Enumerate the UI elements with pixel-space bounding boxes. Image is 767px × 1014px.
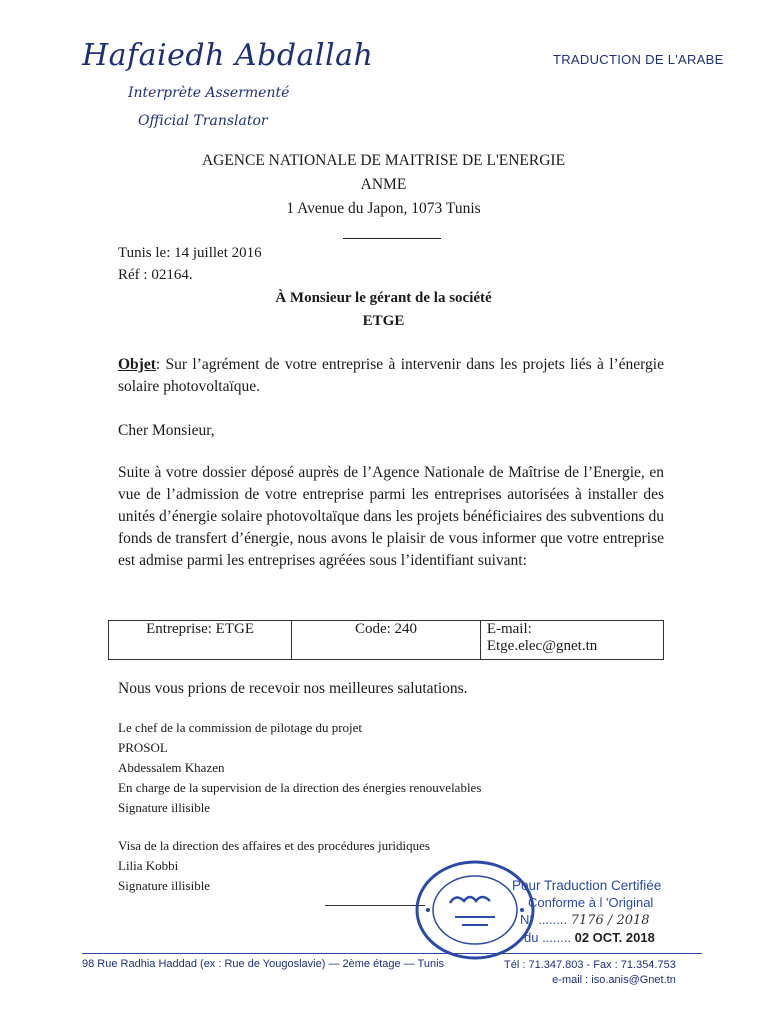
translator-role-en: Official Translator [138, 113, 268, 129]
translator-name: Hafaiedh Abdallah [82, 38, 374, 73]
signature-block-2 [118, 836, 430, 896]
footer-phone-fax: Tél : 71.347.803 - Fax : 71.354.753 [504, 959, 676, 971]
cert-no-prefix: N° [520, 912, 535, 927]
sig1-line-2: PROSOL [118, 740, 168, 755]
cert-no-value: 7176 / 2018 [570, 913, 650, 928]
letter-reference: Réf : 02164. [118, 267, 193, 283]
sig1-line-3: Abdessalem Khazen [118, 760, 225, 775]
salutation: Cher Monsieur, [118, 422, 215, 439]
recipient-line-2: ETGE [362, 313, 405, 329]
email-label: E-mail: [486, 621, 532, 637]
sig1-line-1: Le chef de la commission de pilotage du projet [118, 720, 363, 735]
sig1-line-4: En charge de la supervision de la direction des énergies renouvelables [118, 780, 482, 795]
footer-contact [504, 958, 676, 988]
signature-block-1 [118, 718, 481, 818]
footer-divider [82, 953, 702, 954]
cert-du-prefix: du [524, 930, 539, 945]
cert-date-value: 02 OCT. 2018 [574, 930, 655, 945]
letter-body: Suite à votre dossier déposé auprès de l’Agence Nationale de Maîtrise de l’Energie, en vue de l’admission de votre entreprise parmi les entreprises autorisées à installer des unités d’énergie solaire photovoltaïque dans les projets bénéficiaires des subventions du fonds de transfert d’énergie, nous avons le plaisir de vous informer que votre entreprise est admise parmi les entreprises agréées sous l’identifiant suivant: [118, 464, 664, 569]
certification-block [512, 877, 661, 946]
email-value: Etge.elec@gnet.tn [486, 638, 598, 654]
company-name-cell: Entreprise: ETGE [109, 621, 292, 660]
sig2-line-3: Signature illisible [118, 878, 211, 893]
table-row [109, 621, 664, 660]
sig2-line-1: Visa de la direction des affaires et des procédures juridiques [118, 838, 430, 853]
agency-name: AGENCE NATIONALE DE MAITRISE DE L'ENERGIE [201, 152, 566, 169]
footer-email: e-mail : iso.anis@Gnet.tn [552, 974, 676, 986]
subject-label: Objet [118, 356, 156, 373]
translator-role-fr: Interprète Assermenté [128, 85, 290, 101]
certification-title: Pour Traduction Certifiée [512, 878, 662, 893]
recipient-line-1: À Monsieur le gérant de la société [275, 290, 492, 306]
company-table [108, 620, 664, 660]
letter-date: Tunis le: 14 juillet 2016 [118, 245, 262, 261]
certification-number: N° ........ 7176 / 2018 [520, 912, 650, 928]
sig1-line-5: Signature illisible [118, 800, 211, 815]
header-separator [343, 238, 441, 239]
translation-header: TRADUCTION DE L'ARABE [553, 52, 724, 67]
agency-address: 1 Avenue du Japon, 1073 Tunis [286, 200, 481, 217]
agency-acronym: ANME [360, 176, 407, 193]
company-code-cell: Code: 240 [292, 621, 481, 660]
letter-subject [118, 354, 664, 398]
footer-address: 98 Rue Radhia Haddad (ex : Rue de Yougoslavie) — 2ème étage — Tunis [82, 958, 445, 970]
company-email-cell [480, 621, 663, 660]
certification-conforme: Conforme à l 'Original [528, 895, 654, 910]
certification-date: du ........ 02 OCT. 2018 [524, 930, 655, 945]
subject-text: : Sur l’agrément de votre entreprise à intervenir dans les projets liés à l’énergie solaire photovoltaïque. [118, 356, 664, 395]
closing-line: Nous vous prions de recevoir nos meilleures salutations. [118, 680, 468, 697]
sig2-line-2: Lilia Kobbi [118, 858, 179, 873]
